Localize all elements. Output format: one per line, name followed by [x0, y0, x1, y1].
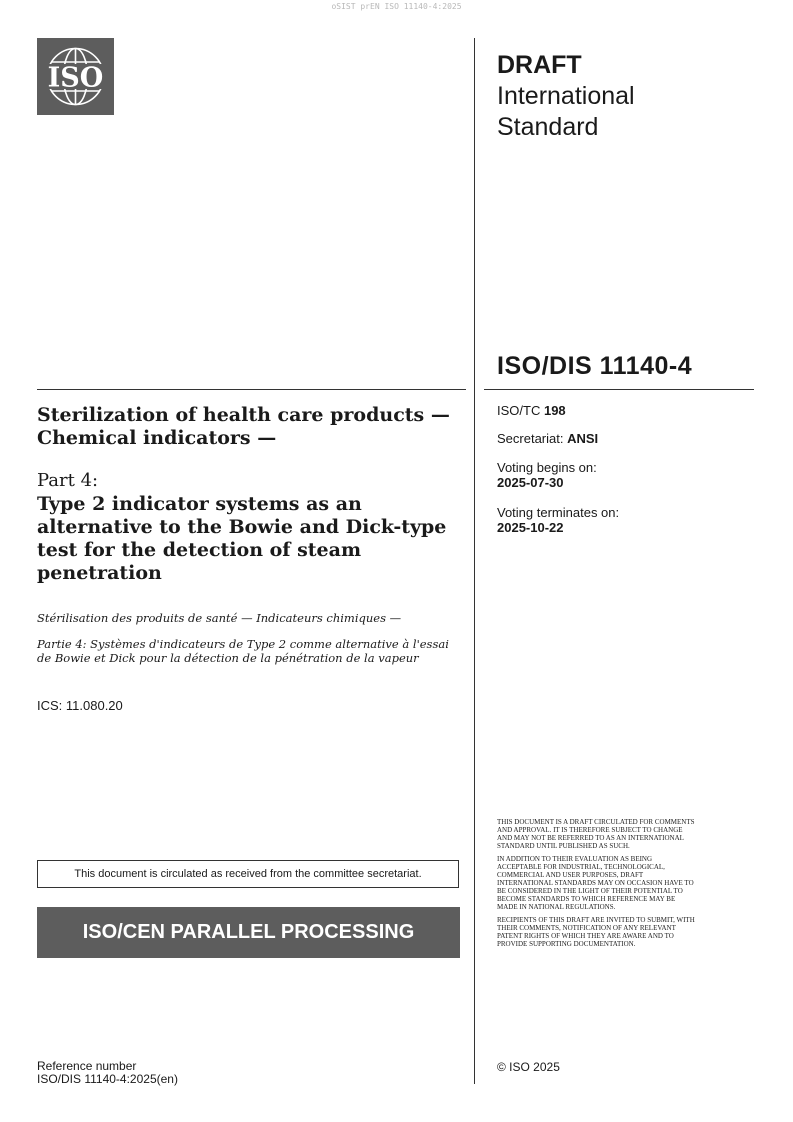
- circulation-notice: This document is circulated as received from the committee secretariat.: [37, 860, 459, 888]
- tc-label: ISO/TC: [497, 403, 541, 418]
- voting-terminates: [497, 505, 619, 535]
- header-line-3: Standard: [497, 113, 599, 141]
- ics-code: ICS: 11.080.20: [37, 698, 123, 713]
- horizontal-divider-left: [37, 389, 466, 390]
- reference-label: Reference number: [37, 1059, 137, 1073]
- voting-begins-label: Voting begins on:: [497, 460, 597, 475]
- disclaimer-paragraph: IN ADDITION TO THEIR EVALUATION AS BEING ACCEPTABLE FOR INDUSTRIAL, TECHNOLOGICAL, COMMERCIAL AND USER PURPOSES, DRAFT INTERNATIONAL STANDARDS MAY ON OCCASION HAVE TO BE CONSIDERED IN THE LIGHT OF THEIR POTENTIAL TO BECOME STANDARDS TO WHICH REFERENCE MAY BE MADE IN NATIONAL REGULATIONS.: [497, 855, 694, 911]
- voting-begins-value: 2025-07-30: [497, 475, 564, 490]
- tc-value: 198: [543, 403, 566, 418]
- iso-logo: [37, 38, 114, 115]
- secretariat: [497, 431, 598, 446]
- draft-label: DRAFT: [497, 51, 582, 79]
- parallel-processing-banner: ISO/CEN PARALLEL PROCESSING: [37, 907, 460, 958]
- disclaimer-paragraph: RECIPIENTS OF THIS DRAFT ARE INVITED TO SUBMIT, WITH THEIR COMMENTS, NOTIFICATION OF ANY RELEVANT PATENT RIGHTS OF WHICH THEY ARE AWARE AND TO PROVIDE SUPPORTING DOCUMENTATION.: [497, 916, 695, 948]
- secretariat-label: Secretariat:: [497, 431, 564, 446]
- voting-begins: [497, 460, 597, 490]
- french-part-title: Partie 4: Systèmes d'indicateurs de Type 2 comme alternative à l'essai de Bowie et Dick pour la détection de la pénétration de la vapeur: [37, 637, 449, 665]
- logo-text: ISO: [47, 62, 104, 94]
- disclaimer-paragraph: THIS DOCUMENT IS A DRAFT CIRCULATED FOR COMMENTS AND APPROVAL. IT IS THEREFORE SUBJECT TO CHANGE AND MAY NOT BE REFERRED TO AS AN INTERNATIONAL STANDARD UNTIL PUBLISHED AS SUCH.: [497, 818, 695, 850]
- vertical-divider: [474, 38, 475, 1084]
- copyright: © ISO 2025: [497, 1060, 560, 1074]
- header-line-2: International: [497, 82, 635, 110]
- disclaimer: [497, 818, 697, 953]
- iso-globe-logo-icon: [37, 38, 114, 115]
- reference-value: ISO/DIS 11140-4:2025(en): [37, 1072, 178, 1086]
- watermark: oSIST prEN ISO 11140-4:2025: [331, 2, 462, 11]
- secretariat-value: ANSI: [567, 431, 599, 446]
- document-number: ISO/DIS 11140-4: [497, 352, 693, 380]
- main-title: Sterilization of health care products — Chemical indicators —: [37, 404, 450, 449]
- french-title: Stérilisation des produits de santé — Indicateurs chimiques —: [37, 611, 402, 625]
- voting-terminates-label: Voting terminates on:: [497, 505, 620, 520]
- reference-number: [37, 1060, 178, 1086]
- part-title: Type 2 indicator systems as an alternative to the Bowie and Dick-type test for the detection of steam penetration: [37, 493, 447, 584]
- part-label: Part 4:: [37, 470, 99, 491]
- technical-committee: [497, 403, 566, 418]
- voting-terminates-value: 2025-10-22: [497, 520, 564, 535]
- horizontal-divider-right: [484, 389, 754, 390]
- header-title: [497, 50, 635, 143]
